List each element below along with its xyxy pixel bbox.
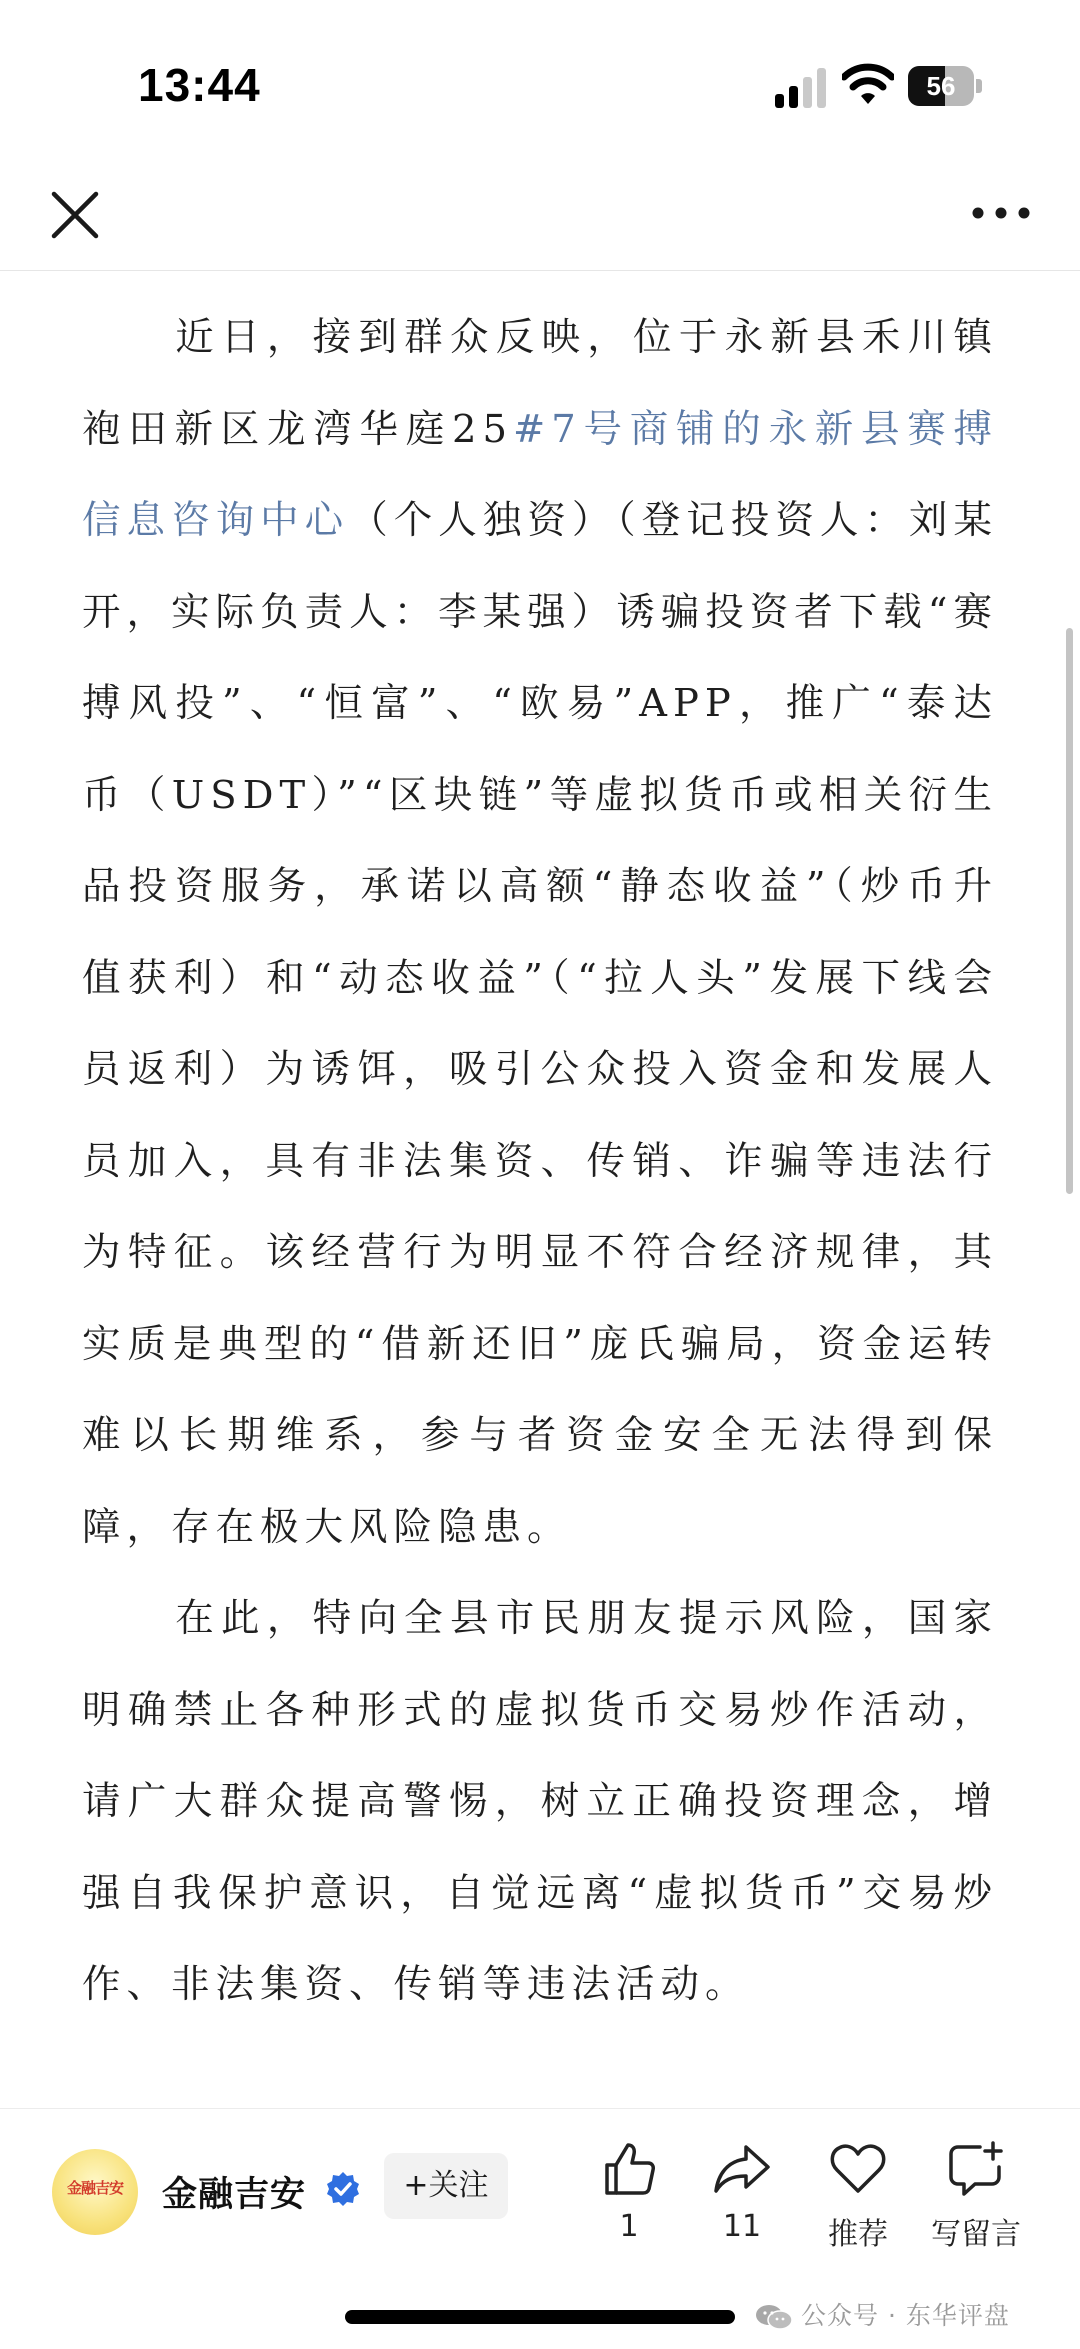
home-indicator[interactable] bbox=[345, 2310, 735, 2324]
scrollbar-thumb[interactable] bbox=[1066, 628, 1073, 1194]
wifi-icon bbox=[842, 62, 894, 106]
share-button[interactable] bbox=[682, 2139, 802, 2259]
thumbs-up-icon bbox=[599, 2139, 659, 2199]
account-name[interactable]: 金融吉安 bbox=[162, 2175, 307, 2215]
battery-level-text: 56 bbox=[926, 71, 956, 101]
paragraph-1-text-b: （个人独资）（登记投资人：刘某开，实际负责人：李某强）诱骗投资者下载“赛搏风投”、“恒富”、“欧易”APP，推广“泰达币（USDT）”“区块链”等虚拟货币或相关衍生品投资服务，承诺以高额“静态收益”（炒币升值获利）和“动态收益”（“拉人头”发展下线会员返利）为诱饵，吸引公众投入资金和发展人员加入，具有非法集资、传销、诈骗等违法行为特征。该经营行为明显不符合经济规律，其实质是典型的“借新还旧”庞氏骗局，资金运转难以长期维系，参与者资金安全无法得到保障，存在极大风险隐患。 bbox=[82, 498, 998, 1550]
follow-button[interactable]: +关注 bbox=[384, 2153, 508, 2219]
wechat-icon bbox=[755, 2303, 793, 2331]
comment-add-icon bbox=[946, 2139, 1006, 2199]
share-arrow-icon bbox=[712, 2139, 772, 2199]
battery-indicator bbox=[908, 66, 982, 106]
avatar-logo-text: 金融吉安 bbox=[66, 2179, 123, 2197]
cellular-signal-icon bbox=[775, 68, 827, 108]
article-paragraph-1 bbox=[82, 292, 998, 1573]
write-comment-label: 写留言 bbox=[931, 2217, 1021, 2252]
watermark bbox=[755, 2296, 1010, 2332]
paragraph-1-text-a: 近日，接到群众反映，位于永新县禾川镇袍田新区龙湾华庭25 bbox=[82, 315, 998, 452]
recommend-button[interactable] bbox=[798, 2139, 918, 2259]
watermark-text: 公众号 · 东华评盘 bbox=[801, 2301, 1010, 2330]
heart-icon bbox=[828, 2139, 888, 2199]
article-body bbox=[82, 292, 998, 2031]
highlighted-organization-link[interactable]: #7号商铺的永新县赛搏信息咨询中心 bbox=[82, 406, 998, 543]
article-paragraph-2 bbox=[82, 1573, 998, 2031]
write-comment-button[interactable] bbox=[916, 2139, 1036, 2259]
share-count: 11 bbox=[722, 2209, 762, 2244]
recommend-label: 推荐 bbox=[828, 2217, 888, 2252]
status-bar bbox=[0, 0, 1080, 170]
close-icon[interactable] bbox=[44, 184, 106, 246]
status-time: 13:44 bbox=[138, 59, 261, 111]
verified-badge-icon bbox=[325, 2171, 361, 2207]
like-button[interactable] bbox=[569, 2139, 689, 2259]
article-nav-bar bbox=[0, 170, 1080, 271]
account-avatar[interactable] bbox=[52, 2149, 138, 2235]
like-count: 1 bbox=[619, 2209, 639, 2244]
more-icon[interactable] bbox=[968, 188, 1034, 238]
paragraph-2-text: 在此，特向全县市民朋友提示风险，国家明确禁止各种形式的虚拟货币交易炒作活动，请广大群众提高警惕，树立正确投资理念，增强自我保护意识，自觉远离“虚拟货币”交易炒作、非法集资、传销等违法活动。 bbox=[82, 1596, 998, 2007]
